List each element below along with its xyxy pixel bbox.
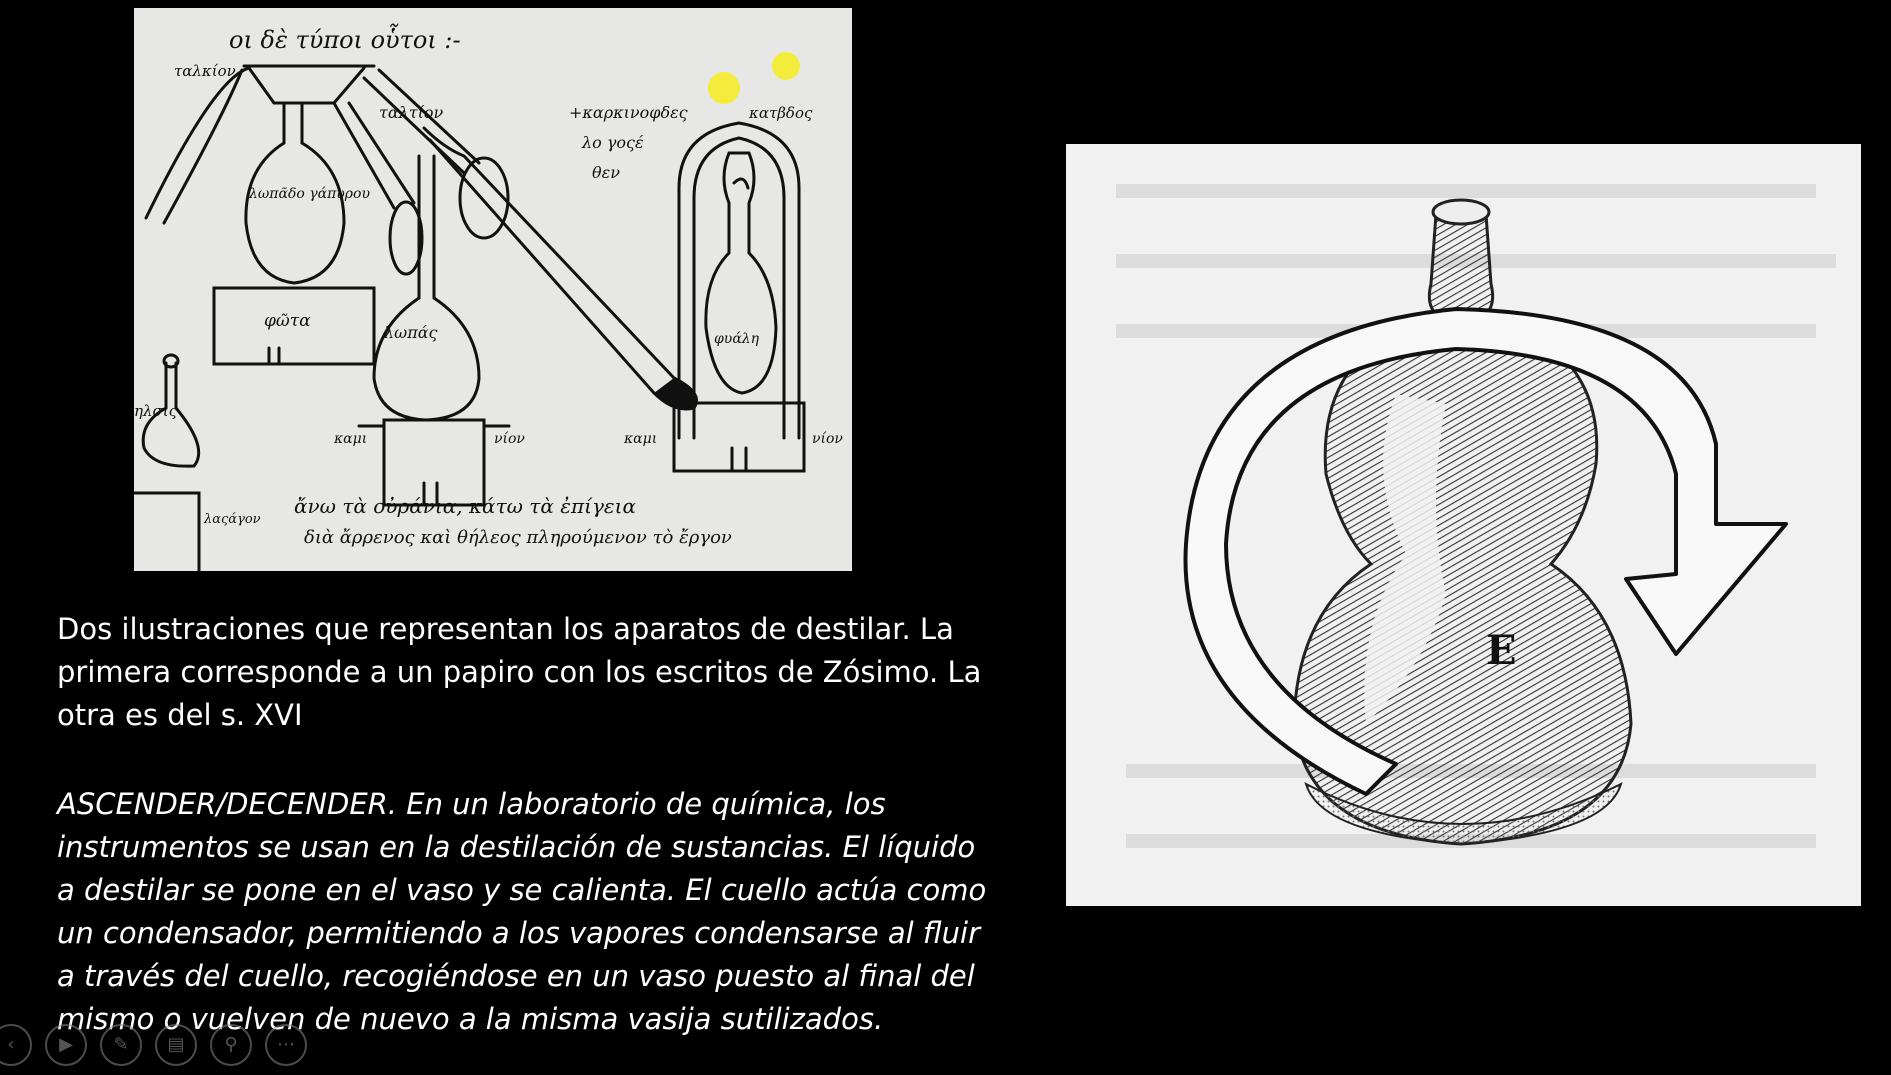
label-base2b: νίον xyxy=(812,431,843,447)
manuscript-line-1: ἄνω τὰ οὐράνια, κάτω τὰ ἐπίγεια xyxy=(294,494,636,518)
pen-tool-button[interactable] xyxy=(100,1024,142,1066)
slides-icon: ▤ xyxy=(167,1034,185,1055)
label-small-flask: ηλσις xyxy=(134,402,178,420)
engraving-letter: E xyxy=(1486,627,1517,674)
manuscript-drawing xyxy=(134,8,852,571)
manuscript-heading: οι δὲ τύποι οὗτοι :- xyxy=(229,26,461,54)
zosimos-manuscript-illustration xyxy=(134,8,852,571)
sixteenth-century-engraving xyxy=(1066,144,1861,906)
label-top-right-1: +καρκινοφδες xyxy=(569,103,688,122)
label-top-far-right: κατβδος xyxy=(749,104,813,122)
slides-grid-button[interactable] xyxy=(155,1024,197,1066)
manuscript-line-2: διὰ ἄρρενος καὶ θήλεος πληρούμενον τὸ ἔργον xyxy=(304,527,732,548)
label-top-right-2: λο γοςέ xyxy=(582,133,644,152)
label-bottom-left: λαςάγον xyxy=(204,512,261,527)
previous-slide-button[interactable] xyxy=(0,1024,32,1066)
label-top-right-3: θεν xyxy=(592,163,620,182)
chevron-left-icon: ‹ xyxy=(7,1034,15,1055)
pen-icon: ✎ xyxy=(113,1034,129,1055)
slide-caption: Dos ilustraciones que representan los aparatos de destilar. La primera corresponde a un papiro con los escritos de Zósimo. La otra es del s. XVI xyxy=(57,612,982,732)
label-base1: καμι xyxy=(334,431,368,447)
slide-description: ASCENDER/DECENDER. En un laboratorio de química, los instrumentos se usan en la destilación de sustancias. El líquido a destilar se pone en el vaso y se calienta. El cuello actúa como un condensador, permitiendo a los vapores condensarse al fluir a través del cuello, recogiéndose en un vaso puesto al final del mismo o vuelven de nuevo a la misma vasija sutilizados. xyxy=(57,787,987,1036)
ellipsis-icon: ⋯ xyxy=(277,1034,295,1055)
zoom-button[interactable] xyxy=(210,1024,252,1066)
label-top-left: ταλκίον xyxy=(174,62,236,80)
label-flask2: λωπάς xyxy=(384,323,438,342)
label-base2: καμι xyxy=(624,431,658,447)
magnifier-icon: ⚲ xyxy=(224,1034,238,1055)
label-flask1: λωπᾶδο γάπυρου xyxy=(249,186,370,202)
label-top-mid: ταλτίον xyxy=(379,103,444,122)
next-slide-button[interactable] xyxy=(45,1024,87,1066)
presentation-toolbar xyxy=(0,1024,307,1068)
more-options-button[interactable] xyxy=(265,1024,307,1066)
engraving-drawing xyxy=(1066,144,1861,906)
label-base1b: νίον xyxy=(494,431,525,447)
label-stand1: φῶτα xyxy=(264,311,311,331)
play-icon: ▶ xyxy=(59,1034,73,1055)
label-flask3: φυάλη xyxy=(714,331,760,347)
